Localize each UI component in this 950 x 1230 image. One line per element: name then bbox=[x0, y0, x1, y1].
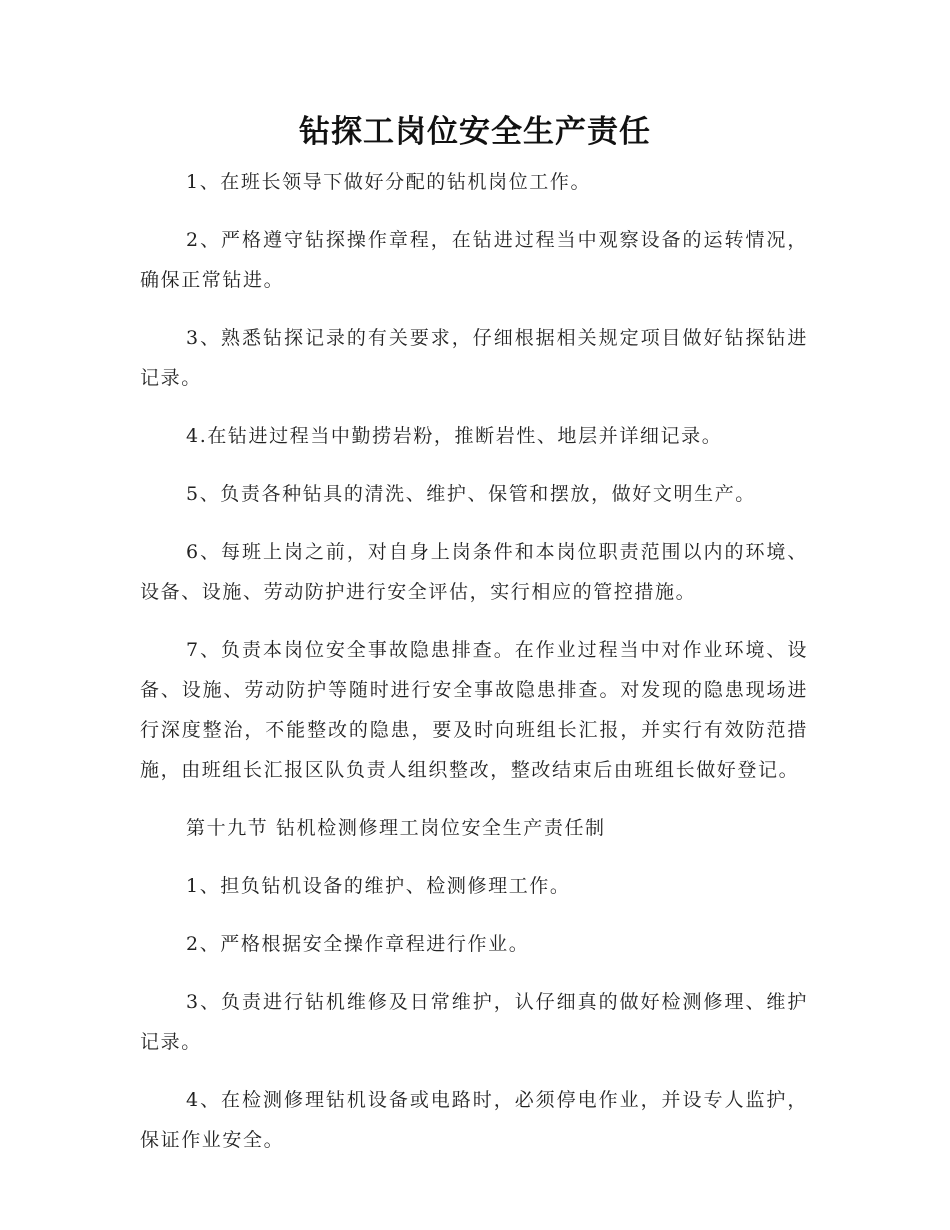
paragraph-6: 6、每班上岗之前，对自身上岗条件和本岗位职责范围以内的环境、设备、设施、劳动防护进行安全评估，实行相应的管控措施。 bbox=[140, 541, 808, 603]
paragraph-8: 1、担负钻机设备的维护、检测修理工作。 bbox=[186, 875, 571, 897]
paragraph-5: 5、负责各种钻具的清洗、维护、保管和摆放，做好文明生产。 bbox=[186, 483, 756, 505]
paragraph-3: 3、熟悉钻探记录的有关要求，仔细根据相关规定项目做好钻探钻进记录。 bbox=[140, 327, 808, 389]
paragraph-4: 4.在钻进过程当中勤捞岩粉，推断岩性、地层并详细记录。 bbox=[186, 425, 723, 447]
document-body bbox=[140, 162, 808, 1178]
paragraph-7: 7、负责本岗位安全事故隐患排查。在作业过程当中对作业环境、设备、设施、劳动防护等随时进行安全事故隐患排查。对发现的隐患现场进行深度整治，不能整改的隐患，要及时向班组长汇报，并实行有效防范措施，由班组长汇报区队负责人组织整改，整改结束后由班组长做好登记。 bbox=[140, 639, 808, 781]
paragraph-9: 2、严格根据安全操作章程进行作业。 bbox=[186, 933, 530, 955]
paragraph-11: 4、在检测修理钻机设备或电路时，必须停电作业，并设专人监护，保证作业安全。 bbox=[140, 1089, 808, 1151]
document-title: 钻探工岗位安全生产责任 bbox=[299, 114, 651, 150]
paragraph-2: 2、严格遵守钻探操作章程，在钻进过程当中观察设备的运转情况，确保正常钻进。 bbox=[140, 229, 808, 291]
paragraph-10: 3、负责进行钻机维修及日常维护，认仔细真的做好检测修理、维护记录。 bbox=[140, 991, 808, 1053]
paragraph-1: 1、在班长领导下做好分配的钻机岗位工作。 bbox=[186, 171, 592, 193]
section-heading: 第十九节 钻机检测修理工岗位安全生产责任制 bbox=[186, 817, 606, 839]
